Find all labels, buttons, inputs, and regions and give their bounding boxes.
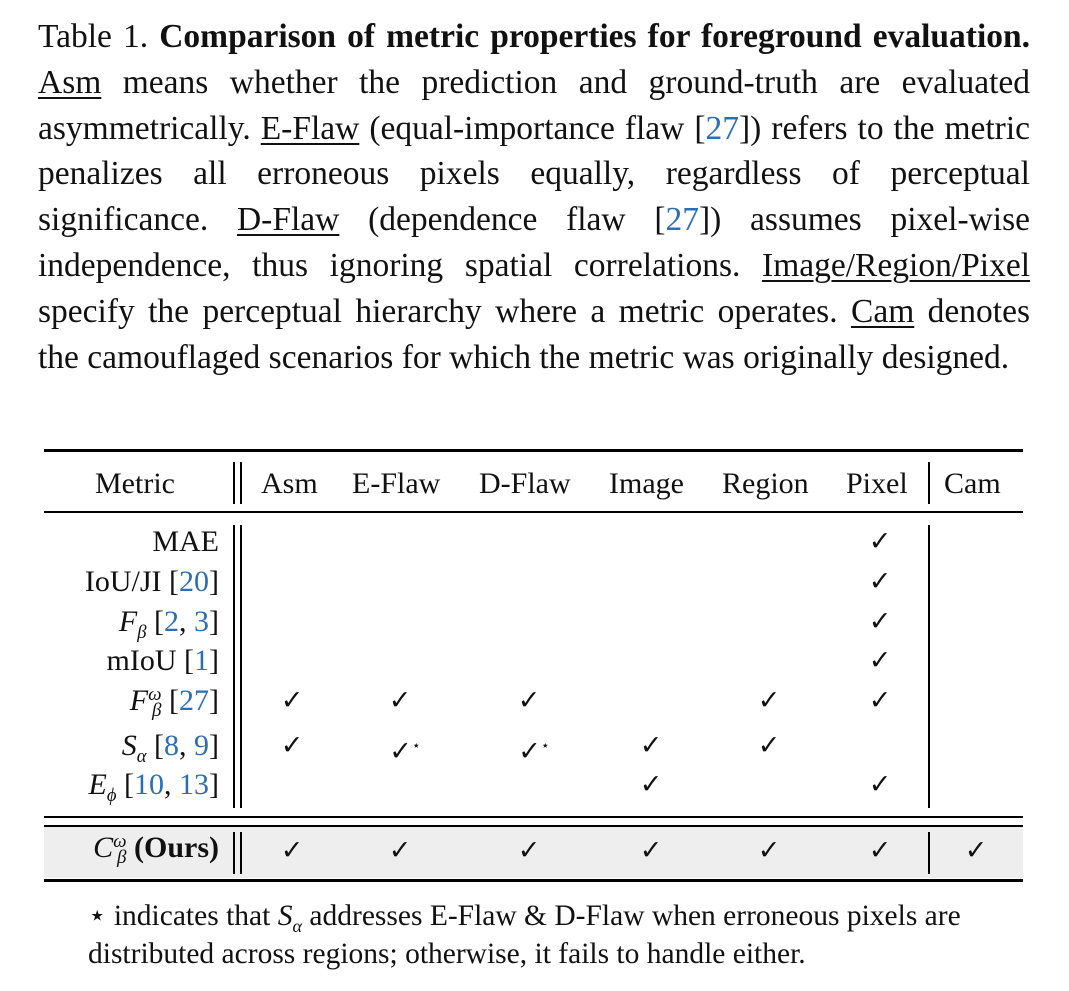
check-mark: ✓ — [639, 835, 663, 866]
citation-link[interactable]: 13 — [179, 768, 209, 801]
caption-label: Table 1. — [38, 18, 149, 55]
citation-link[interactable]: 27 — [179, 684, 209, 717]
term-hierarchy: Image/Region/Pixel — [762, 246, 1030, 284]
check-mark: ✓ — [517, 685, 541, 716]
check-mark: ✓ — [868, 769, 892, 800]
cam-description: denotes the camouflaged scenarios for which the metric was originally designed. — [38, 292, 1031, 376]
eflaw-description-b: ]) refers to the metric penalizes all erroneous pixels equally, regardless of perceptual significance. — [38, 109, 1031, 239]
star-symbol: ⋆ — [88, 900, 107, 932]
cam-vline — [928, 525, 930, 808]
citation-link[interactable]: 2 — [164, 605, 179, 638]
header-dflaw: D-Flaw — [479, 467, 571, 500]
metric-salpha: $S_\alpha$ [8, 9] — [121, 729, 219, 767]
check-mark: ✓ — [868, 685, 892, 716]
double-vline-left — [233, 832, 235, 874]
citation-link[interactable]: 27 — [705, 109, 739, 147]
header-asm: Asm — [261, 467, 318, 500]
check-mark: ✓ — [868, 645, 892, 676]
hierarchy-description: specify the perceptual hierarchy where a metric operates. — [38, 292, 838, 330]
double-vline-right — [240, 832, 242, 874]
double-vline-left — [233, 462, 235, 504]
citation-link[interactable]: 8 — [164, 729, 179, 762]
metric-ours: C ω β (Ours) — [93, 831, 219, 869]
header-eflaw: E-Flaw — [352, 467, 441, 500]
check-mark: ✓ — [964, 835, 988, 866]
eflaw-description-a: (equal-importance flaw [ — [369, 109, 706, 147]
mid-rule-2 — [44, 825, 1023, 827]
check-mark: ✓ — [517, 835, 541, 866]
check-mark: ✓ — [639, 730, 663, 761]
citation-link[interactable]: 9 — [194, 729, 209, 762]
check-mark: ✓ — [868, 526, 892, 557]
term-dflaw: D-Flaw — [236, 201, 340, 239]
metric-ephi: $E_\phi$ [10, 13] — [88, 768, 219, 806]
check-mark: ✓ — [280, 835, 304, 866]
citation-link[interactable]: 3 — [194, 605, 209, 638]
metric-fbeta: $F_\beta$ [2, 3] — [118, 605, 219, 643]
check-mark: ✓ — [868, 606, 892, 637]
check-mark: ✓ — [757, 685, 781, 716]
dflaw-description-b: ]) assumes pixel-wise independence, thus ignoring spatial correlations. — [38, 201, 1031, 284]
check-mark: ✓ — [280, 730, 304, 761]
check-mark: ✓ — [868, 566, 892, 597]
citation-link[interactable]: 20 — [179, 565, 209, 598]
check-mark-star: ✓⋆ — [518, 736, 550, 767]
citation-link[interactable]: 10 — [134, 768, 164, 801]
term-asm: Asm — [38, 63, 102, 101]
check-mark-star: ✓⋆ — [389, 736, 421, 767]
metric-weighted-fbeta: F ω β [27] — [129, 684, 219, 722]
top-rule — [44, 449, 1023, 452]
term-cam: Cam — [851, 292, 915, 330]
metric-miou: mIoU [1] — [106, 644, 219, 677]
caption-title: Comparison of metric properties for foreground evaluation. — [159, 18, 1031, 55]
header-rule — [44, 511, 1023, 513]
header-cam: Cam — [944, 467, 1001, 500]
asm-description: means whether the prediction and ground-truth are evaluated asymmetrically. — [38, 63, 1031, 147]
citation-link[interactable]: 1 — [194, 644, 209, 677]
bottom-rule — [44, 879, 1023, 882]
header-region: Region — [722, 467, 809, 500]
table-caption — [38, 14, 1030, 380]
term-eflaw: E-Flaw — [260, 109, 360, 147]
double-vline-right — [240, 462, 242, 504]
mid-rule-1 — [44, 816, 1023, 818]
check-mark: ✓ — [757, 835, 781, 866]
metric-iou: IoU/JI [20] — [84, 565, 219, 598]
table-footnote: ⋆ indicates that $S_\alpha$ addresses E-Flaw & D-Flaw when erroneous pixels are distributed across regions; otherwise, it fails to handle either. — [88, 900, 961, 970]
check-mark: ✓ — [388, 685, 412, 716]
double-vline-right — [240, 525, 242, 808]
check-mark: ✓ — [639, 769, 663, 800]
check-mark: ✓ — [280, 685, 304, 716]
check-mark: ✓ — [868, 835, 892, 866]
header-metric: Metric — [95, 467, 175, 500]
double-vline-left — [233, 525, 235, 808]
header-image: Image — [609, 467, 684, 500]
cam-vline — [928, 462, 930, 504]
check-mark: ✓ — [388, 835, 412, 866]
metric-mae: MAE — [152, 525, 219, 558]
cam-vline — [928, 832, 930, 874]
dflaw-description-a: (dependence flaw [ — [368, 201, 666, 239]
header-pixel: Pixel — [846, 467, 908, 500]
check-mark: ✓ — [757, 730, 781, 761]
citation-link[interactable]: 27 — [665, 201, 699, 239]
